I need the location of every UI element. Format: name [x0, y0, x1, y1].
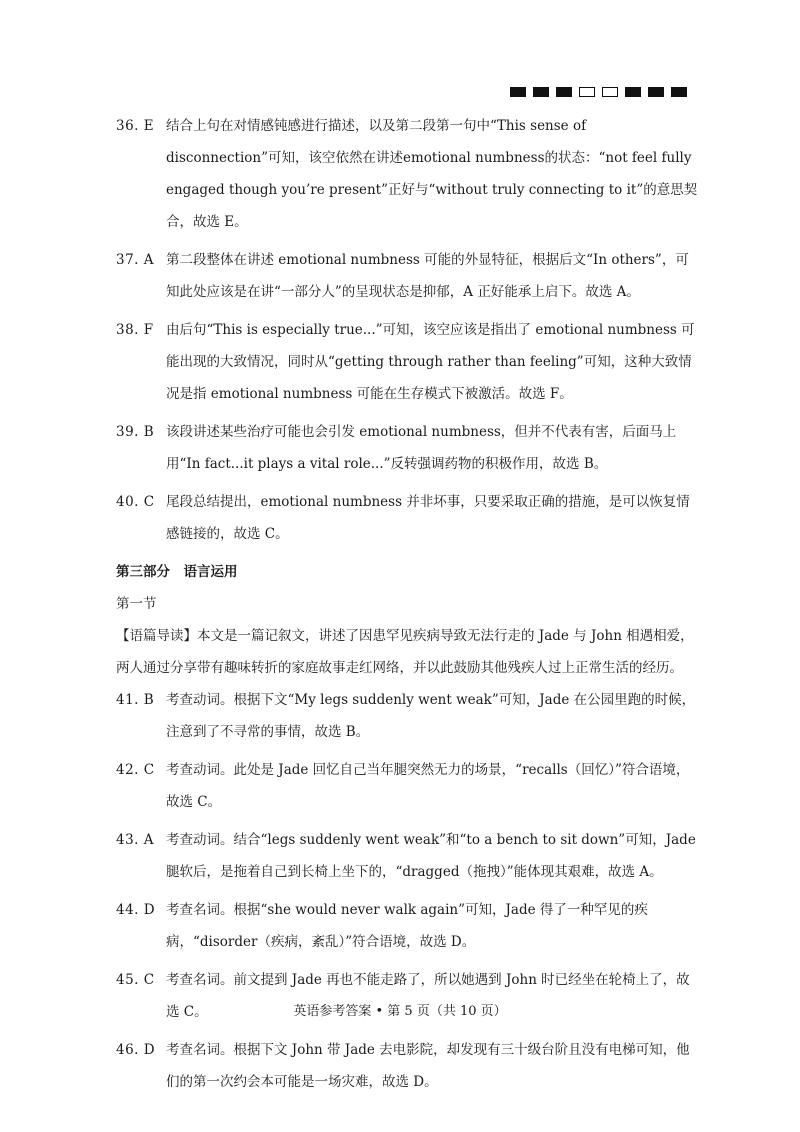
header-mark	[648, 87, 664, 97]
answer-number: 45. C	[116, 972, 155, 988]
answer-item	[116, 110, 700, 238]
answer-number: 43. A	[116, 832, 155, 848]
answer-explanation: 考查名词。前文提到 Jade 再也不能走路了，所以她遇到 John 时已经坐在轮椅上了，故选 C。	[166, 972, 690, 1020]
answer-item	[116, 314, 700, 410]
header-mark	[579, 87, 595, 97]
answer-explanation: 结合上句在对情感钝感进行描述，以及第二段第一句中“This sense of disconnection”可知，该空依然在讲述emotional numbness的状态：“not feel fully engaged though you’re present”正好与“without truly connecting to it”的意思契合，故选 E。	[166, 118, 698, 230]
answer-explanation: 考查动词。根据下文“My legs suddenly went weak”可知，Jade 在公园里跑的时候，注意到了不寻常的事情，故选 B。	[166, 692, 696, 740]
answer-number: 39. B	[116, 424, 155, 440]
answer-number: 38. F	[116, 322, 154, 338]
subsection-label: 第一节	[116, 596, 157, 612]
passage-intro: 【语篇导读】本文是一篇记叙文，讲述了因患罕见疾病导致无法行走的 Jade 与 John 相遇相爱，两人通过分享带有趣味转折的家庭故事走红网络，并以此鼓励其他残疾人过上正常生活的经历。	[116, 628, 694, 676]
answer-explanation: 该段讲述某些治疗可能也会引发 emotional numbness，但并不代表有害，后面马上用“In fact...it plays a vital role...”反转强调药物的积极作用，故选 B。	[166, 424, 677, 472]
answer-number: 40. C	[116, 494, 155, 510]
header-mark	[671, 87, 687, 97]
header-mark	[625, 87, 641, 97]
answer-item	[116, 824, 700, 888]
answer-item	[116, 1034, 700, 1098]
page-footer: 英语参考答案 • 第 5 页（共 10 页）	[293, 1004, 507, 1019]
answer-explanation: 考查动词。此处是 Jade 回忆自己当年腿突然无力的场景，“recalls（回忆）”符合语境，故选 C。	[166, 762, 690, 810]
answer-explanation: 第二段整体在讲述 emotional numbness 可能的外显特征，根据后文“In others”，可知此处应该是在讲“一部分人”的呈现状态是抑郁，A 正好能承上启下。故选 A。	[166, 252, 689, 300]
answer-item	[116, 754, 700, 818]
answer-item	[116, 244, 700, 308]
answer-item	[116, 684, 700, 748]
section-heading: 第三部分 语言运用	[116, 564, 238, 580]
answer-explanation: 考查名词。根据“she would never walk again”可知，Jade 得了一种罕见的疾病，“disorder（疾病，紊乱）”符合语境，故选 D。	[166, 902, 648, 950]
answer-number: 37. A	[116, 252, 155, 268]
answer-explanation: 考查动词。结合“legs suddenly went weak”和“to a bench to sit down”可知，Jade 腿软后，是拖着自己到长椅上坐下的，“dragged（拖拽）”能体现其艰难，故选 A。	[166, 832, 696, 880]
answer-explanation: 考查名词。根据下文 John 带 Jade 去电影院，却发现有三十级台阶且没有电梯可知，他们的第一次约会本可能是一场灾难，故选 D。	[166, 1042, 690, 1090]
answer-number: 42. C	[116, 762, 155, 778]
answer-explanation: 由后句“This is especially true...”可知，该空应该是指出了 emotional numbness 可能出现的大致情况，同时从“getting through rather than feeling”可知，这种大致情况是指 emotional numbness 可能在生存模式下被激活。故选 F。	[166, 322, 695, 402]
header-mark	[602, 87, 618, 97]
answer-content	[116, 110, 700, 1104]
answer-number: 41. B	[116, 692, 155, 708]
answer-item	[116, 486, 700, 550]
header-mark	[510, 87, 526, 97]
answer-number: 44. D	[116, 902, 156, 918]
answer-explanation: 尾段总结提出，emotional numbness 并非坏事，只要采取正确的措施，是可以恢复情感链接的，故选 C。	[166, 494, 690, 542]
header-mark	[533, 87, 549, 97]
answer-item	[116, 894, 700, 958]
answer-item	[116, 416, 700, 480]
header-marks	[510, 87, 687, 97]
answer-number: 36. E	[116, 118, 155, 134]
header-mark	[556, 87, 572, 97]
answer-number: 46. D	[116, 1042, 156, 1058]
